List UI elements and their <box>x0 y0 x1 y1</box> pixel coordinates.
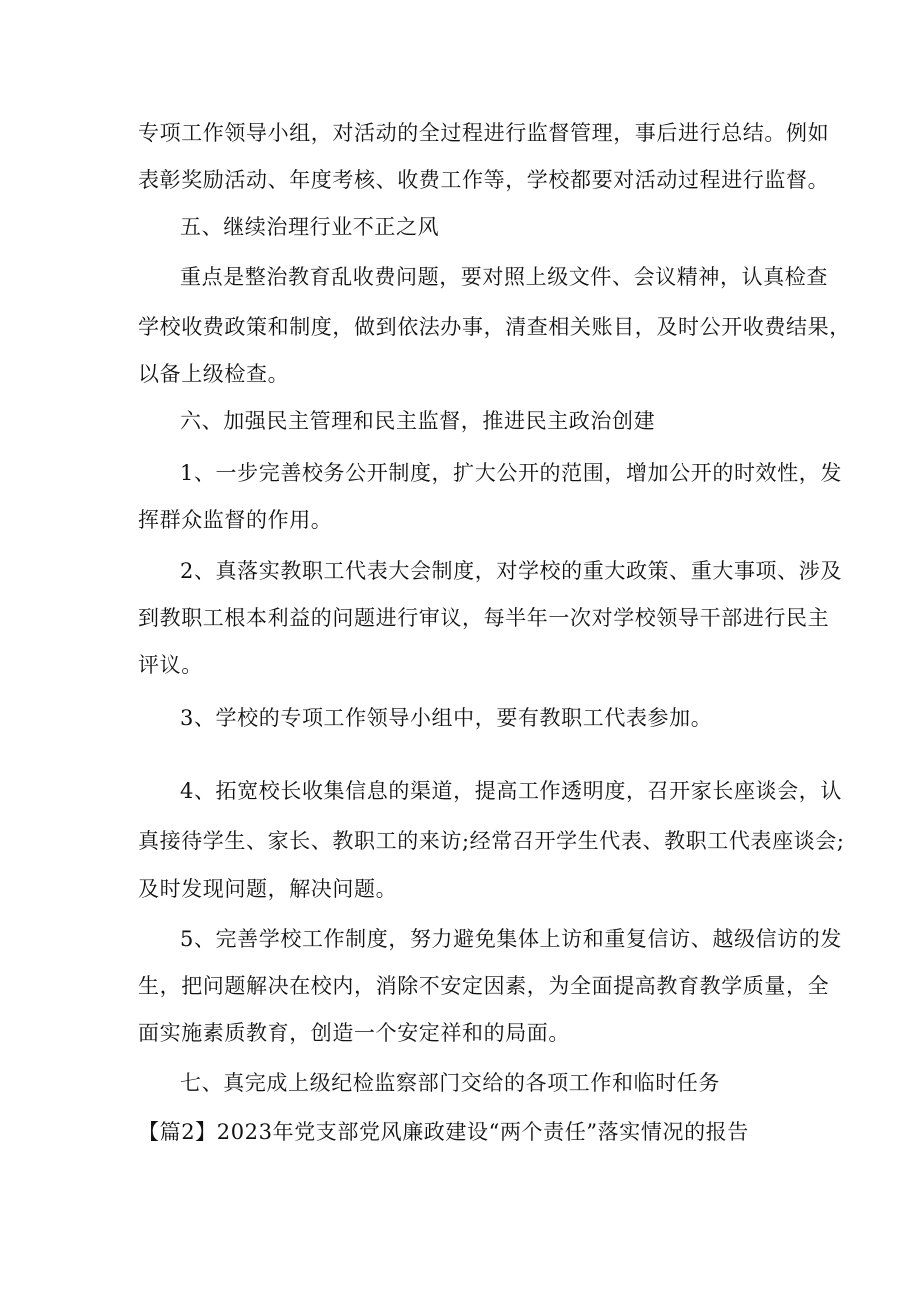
body-text-line: 重点是整治教育乱收费问题，要对照上级文件、会议精神，认真检查 <box>180 265 828 289</box>
body-text-line: 2、真落实教职工代表大会制度，对学校的重大政策、重大事项、涉及 <box>180 559 842 583</box>
body-text-line: 到教职工根本利益的问题进行审议，每半年一次对学校领导干部进行民主 <box>138 606 830 630</box>
body-text-line: 生，把问题解决在校内，消除不安定因素，为全面提高教育教学质量，全 <box>138 974 830 998</box>
body-text-line: 以备上级检查。 <box>138 362 290 386</box>
body-text-line: 面实施素质教育，创造一个安定祥和的局面。 <box>138 1021 570 1045</box>
body-text-line: 评议。 <box>138 653 203 677</box>
body-text-line: 真接待学生、家长、教职工的来访;经常召开学生代表、教职工代表座谈会; <box>138 829 845 853</box>
body-text-line: 5、完善学校工作制度，努力避免集体上访和重复信访、越级信访的发 <box>180 927 842 951</box>
body-text-line: 学校收费政策和制度，做到依法办事，清查相关账目，及时公开收费结果， <box>138 315 851 339</box>
body-text-line: 4、拓宽校长收集信息的渠道，提高工作透明度，召开家长座谈会，认 <box>180 779 842 803</box>
body-text-line: 表彰奖励活动、年度考核、收费工作等，学校都要对活动过程进行监督。 <box>138 168 830 192</box>
article-title: 【篇2】2023年党支部党风廉政建设“两个责任”落实情况的报告 <box>138 1120 749 1144</box>
section-heading: 六、加强民主管理和民主监督，推进民主政治创建 <box>180 409 656 433</box>
body-text-line: 1、一步完善校务公开制度，扩大公开的范围，增加公开的时效性，发 <box>180 461 842 485</box>
body-text-line: 3、学校的专项工作领导小组中，要有教职工代表参加。 <box>180 706 713 730</box>
body-text-line: 及时发现问题，解决问题。 <box>138 877 398 901</box>
section-heading: 七、真完成上级纪检监察部门交给的各项工作和临时任务 <box>180 1071 720 1095</box>
body-text-line: 挥群众监督的作用。 <box>138 508 333 532</box>
body-text-line: 专项工作领导小组，对活动的全过程进行监督管理，事后进行总结。例如 <box>138 121 830 145</box>
section-heading: 五、继续治理行业不正之风 <box>180 215 440 239</box>
